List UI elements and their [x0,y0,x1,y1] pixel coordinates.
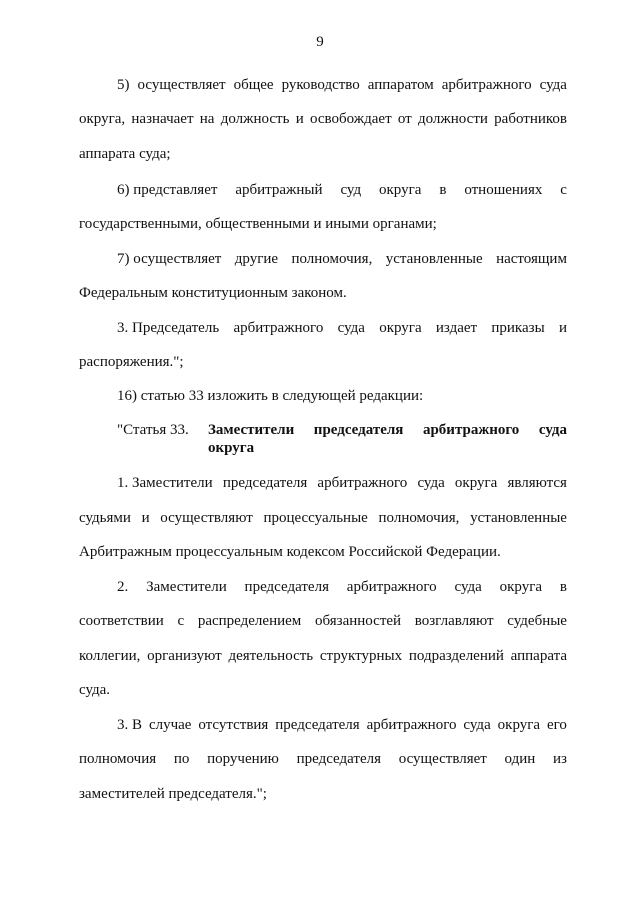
word: и [295,111,304,127]
word: общее [233,77,274,93]
article-clause-2-line-1 [117,578,567,596]
word: арбитражного [346,579,437,595]
word: настоящим [496,251,567,267]
word: приказы [491,320,545,336]
word: из [553,751,567,767]
article-clause-2-line-4: суда. [79,682,111,698]
word: освобождает [309,111,392,127]
word: другие [234,251,279,267]
word: округа [454,475,498,491]
word: по [173,751,190,767]
word: организуют [147,648,222,664]
clause-3-line-2: распоряжения."; [79,354,184,370]
word: соответствии [79,613,164,629]
word: суда [539,77,567,93]
word: назначает [131,111,194,127]
item-16: 16) статью 33 изложить в следующей редакции: [117,388,424,404]
page-number: 9 [316,34,324,50]
word: округа [379,320,422,336]
word: суда [538,422,567,438]
word: отношениях [464,182,543,198]
word: судьями [79,510,131,526]
word: подразделений [408,648,504,664]
word: распределением [197,613,302,629]
word: обязанностей [315,613,402,629]
word: работников [494,111,567,127]
paragraph-6-line-1 [117,181,567,199]
paragraph-6-line-2: государственными, общественными и иными органами; [79,216,437,232]
word: полномочия, [378,510,460,526]
word: полномочия, [291,251,373,267]
word: деятельность [228,648,314,664]
word: округа, [79,111,126,127]
word: председателя [313,422,404,438]
word: суда [463,717,491,733]
word: полномочия [79,751,157,767]
word: структурных [319,648,403,664]
word: с [560,182,567,198]
article-clause-3-line-1 [117,716,567,734]
word: в [439,182,447,198]
word: председателя [296,751,381,767]
word: арбитражного [422,422,520,438]
paragraph-7-line-1 [117,250,567,268]
word: издает [435,320,478,336]
article-clause-2-line-3 [79,647,567,665]
article-clause-1-line-1 [117,474,567,492]
article-clause-1-line-2 [79,509,567,527]
word: округа [379,182,422,198]
clause-3-line-1 [117,319,567,337]
paragraph-5-line-2 [79,110,567,128]
word: 5) [117,77,130,93]
article-clause-1-line-3: Арбитражным процессуальным кодексом Российской Федерации. [79,544,501,560]
word: являются [507,475,567,491]
word: Заместители [146,579,227,595]
word: отсутствия [198,717,269,733]
paragraph-5-line-1 [117,76,567,94]
word: 1. Заместители [117,475,213,491]
word: 7) осуществляет [117,251,222,267]
article-number: "Статья 33. [117,422,189,438]
word: осуществляют [160,510,253,526]
word: аппарата [510,648,567,664]
word: возглавляют [414,613,494,629]
word: суда [454,579,482,595]
word: Заместители [208,422,295,438]
word: арбитражный [235,182,323,198]
word: 2. [117,579,129,595]
word: арбитражного [233,320,324,336]
word: 6) представляет [117,182,218,198]
word: осуществляет [398,751,487,767]
word: один [504,751,536,767]
article-clause-2-line-2 [79,612,567,630]
word: поручению [207,751,279,767]
word: и [558,320,567,336]
word: должности [417,111,488,127]
word: суд [340,182,362,198]
article-clause-3-line-3: заместителей председателя."; [79,786,267,802]
word: от [397,111,412,127]
word: руководство [281,77,360,93]
word: должность [220,111,290,127]
paragraph-5-line-3: аппарата суда; [79,146,171,162]
word: председателя [244,579,329,595]
word: с [177,613,185,629]
word: округа [497,717,541,733]
word: 3. В [117,717,143,733]
word: председателя [222,475,308,491]
word: суда [337,320,365,336]
word: на [199,111,215,127]
word: округа [499,579,543,595]
word: осуществляет [137,77,226,93]
word: арбитражного [366,717,457,733]
word: судебные [507,613,567,629]
article-title-line-1 [208,421,567,439]
word: коллегии, [79,648,141,664]
article-clause-3-line-2 [79,750,567,768]
word: случае [148,717,192,733]
word: в [559,579,567,595]
word: процессуальные [263,510,368,526]
word: установленные [385,251,483,267]
word: суда [417,475,445,491]
word: и [141,510,150,526]
word: председателя [275,717,360,733]
word: его [546,717,567,733]
paragraph-7-line-2: Федеральным конституционным законом. [79,285,347,301]
word: арбитражного [317,475,408,491]
word: арбитражного [441,77,532,93]
word: установленные [470,510,567,526]
word: 3. Председатель [117,320,220,336]
word: аппаратом [367,77,434,93]
article-title [208,421,567,457]
article-title-line-2: округа [208,440,255,456]
